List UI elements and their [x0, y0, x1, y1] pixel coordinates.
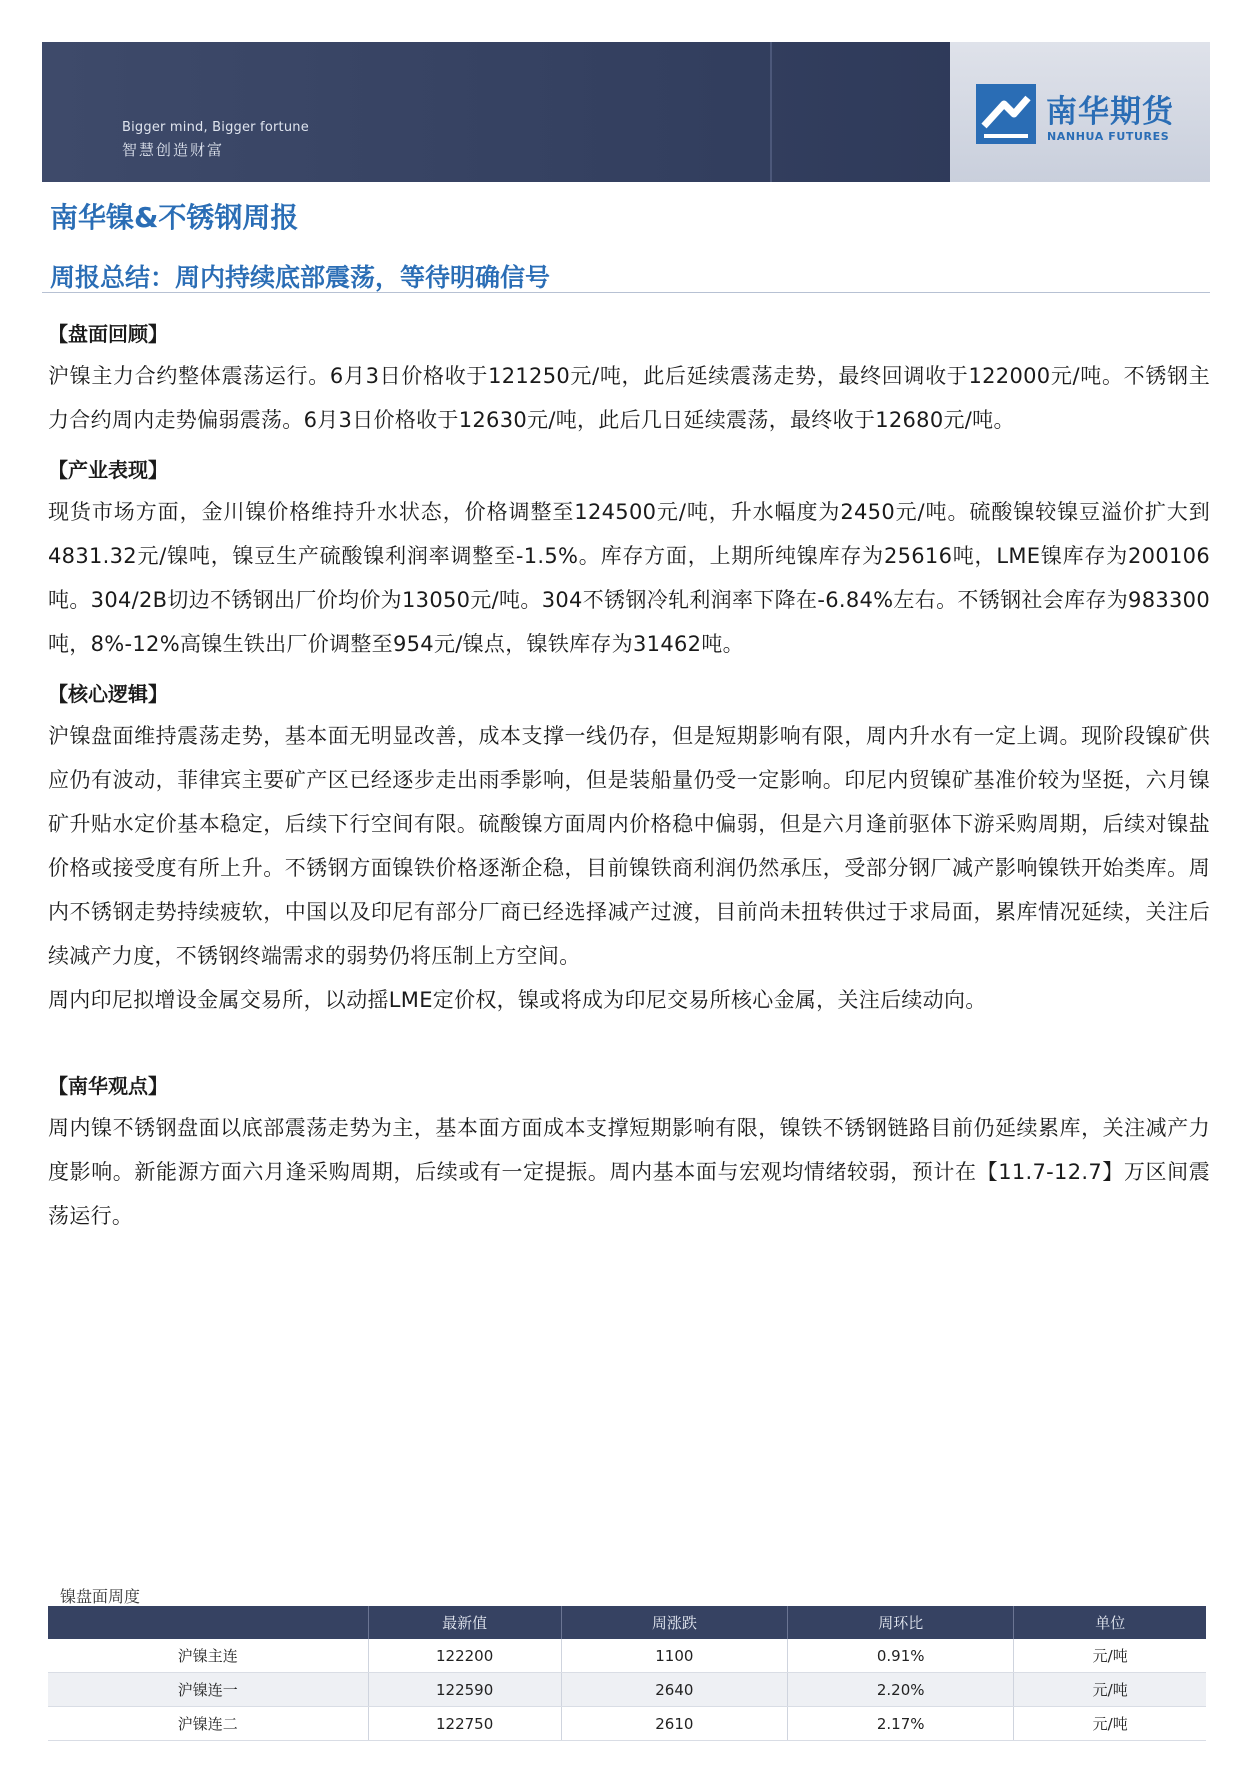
section-heading: 【核心逻辑】 — [48, 682, 168, 706]
logo-english-name: NANHUA FUTURES — [1047, 130, 1170, 143]
table-cell: 2.20% — [787, 1673, 1013, 1707]
column-header: 最新值 — [368, 1606, 561, 1639]
section-heading: 【产业表现】 — [48, 458, 168, 482]
report-summary-title: 周报总结：周内持续底部震荡，等待明确信号 — [50, 263, 551, 292]
table-caption: 镍盘面周度 — [60, 1587, 141, 1606]
section-industry — [48, 454, 1210, 666]
table-cell: 0.91% — [787, 1639, 1013, 1673]
table-header-row — [48, 1606, 1206, 1639]
slogan-chinese: 智慧创造财富 — [122, 141, 225, 159]
slogan-english: Bigger mind, Bigger fortune — [122, 120, 309, 135]
logo-panel — [950, 42, 1210, 182]
table-cell: 元/吨 — [1014, 1673, 1206, 1707]
table-cell: 1100 — [561, 1639, 787, 1673]
table-row — [48, 1673, 1206, 1707]
section-market-review — [48, 318, 1210, 442]
report-body — [48, 318, 1210, 1238]
section-core-logic — [48, 678, 1210, 1022]
column-header: 周环比 — [787, 1606, 1013, 1639]
section-paragraph: 沪镍主力合约整体震荡运行。6月3日价格收于121250元/吨，此后延续震荡走势，最终回调收于122000元/吨。不锈钢主力合约周内走势偏弱震荡。6月3日价格收于12630元/吨，此后几日延续震荡，最终收于12680元/吨。 — [48, 364, 1210, 432]
table-cell: 122200 — [368, 1639, 561, 1673]
table-row — [48, 1707, 1206, 1741]
nanhua-logo-icon — [974, 82, 1038, 146]
nickel-weekly-table — [48, 1606, 1206, 1741]
table-cell: 122750 — [368, 1707, 561, 1741]
logo-chinese-name: 南华期货 — [1046, 94, 1174, 130]
report-title: 南华镍&不锈钢周报 — [50, 201, 299, 234]
table-cell: 2640 — [561, 1673, 787, 1707]
table-cell: 沪镍连一 — [48, 1673, 368, 1707]
table-cell: 元/吨 — [1014, 1639, 1206, 1673]
section-nanhua-view — [48, 1070, 1210, 1238]
header-banner — [42, 42, 1210, 182]
table-cell: 2.17% — [787, 1707, 1013, 1741]
table-cell: 沪镍主连 — [48, 1639, 368, 1673]
column-header: 周涨跌 — [561, 1606, 787, 1639]
table-cell: 元/吨 — [1014, 1707, 1206, 1741]
banner-divider — [770, 42, 772, 182]
section-paragraph: 周内镍不锈钢盘面以底部震荡走势为主，基本面方面成本支撑短期影响有限，镍铁不锈钢链路目前仍延续累库，关注减产力度影响。新能源方面六月逢采购周期，后续或有一定提振。周内基本面与宏观均情绪较弱，预计在【11.7-12.7】万区间震荡运行。 — [48, 1116, 1210, 1228]
section-paragraph: 现货市场方面，金川镍价格维持升水状态，价格调整至124500元/吨，升水幅度为2450元/吨。硫酸镍较镍豆溢价扩大到4831.32元/镍吨，镍豆生产硫酸镍利润率调整至-1.5%。库存方面，上期所纯镍库存为25616吨，LME镍库存为200106吨。304/2B切边不锈钢出厂价均价为13050元/吨。304不锈钢冷轧利润率下降在-6.84%左右。不锈钢社会库存为983300吨，8%-12%高镍生铁出厂价调整至954元/镍点，镍铁库存为31462吨。 — [48, 500, 1210, 656]
section-paragraph: 沪镍盘面维持震荡走势，基本面无明显改善，成本支撑一线仍存，但是短期影响有限，周内升水有一定上调。现阶段镍矿供应仍有波动，菲律宾主要矿产区已经逐步走出雨季影响，但是装船量仍受一定影响。印尼内贸镍矿基准价较为坚挺，六月镍矿升贴水定价基本稳定，后续下行空间有限。硫酸镍方面周内价格稳中偏弱，但是六月逢前驱体下游采购周期，后续对镍盐价格或接受度有所上升。不锈钢方面镍铁价格逐渐企稳，目前镍铁商利润仍然承压，受部分钢厂减产影响镍铁开始类库。周内不锈钢走势持续疲软，中国以及印尼有部分厂商已经选择减产过渡，目前尚未扭转供过于求局面，累库情况延续，关注后续减产力度，不锈钢终端需求的弱势仍将压制上方空间。 — [48, 724, 1210, 968]
table-cell: 122590 — [368, 1673, 561, 1707]
section-heading: 【南华观点】 — [48, 1074, 168, 1098]
table-row — [48, 1639, 1206, 1673]
column-header: 单位 — [1014, 1606, 1206, 1639]
title-divider — [42, 292, 1210, 293]
section-heading: 【盘面回顾】 — [48, 322, 168, 346]
banner-slogan — [122, 120, 309, 160]
column-header — [48, 1606, 368, 1639]
table-cell: 沪镍连二 — [48, 1707, 368, 1741]
table-cell: 2610 — [561, 1707, 787, 1741]
section-paragraph: 周内印尼拟增设金属交易所，以动摇LME定价权，镍或将成为印尼交易所核心金属，关注后续动向。 — [48, 988, 987, 1012]
